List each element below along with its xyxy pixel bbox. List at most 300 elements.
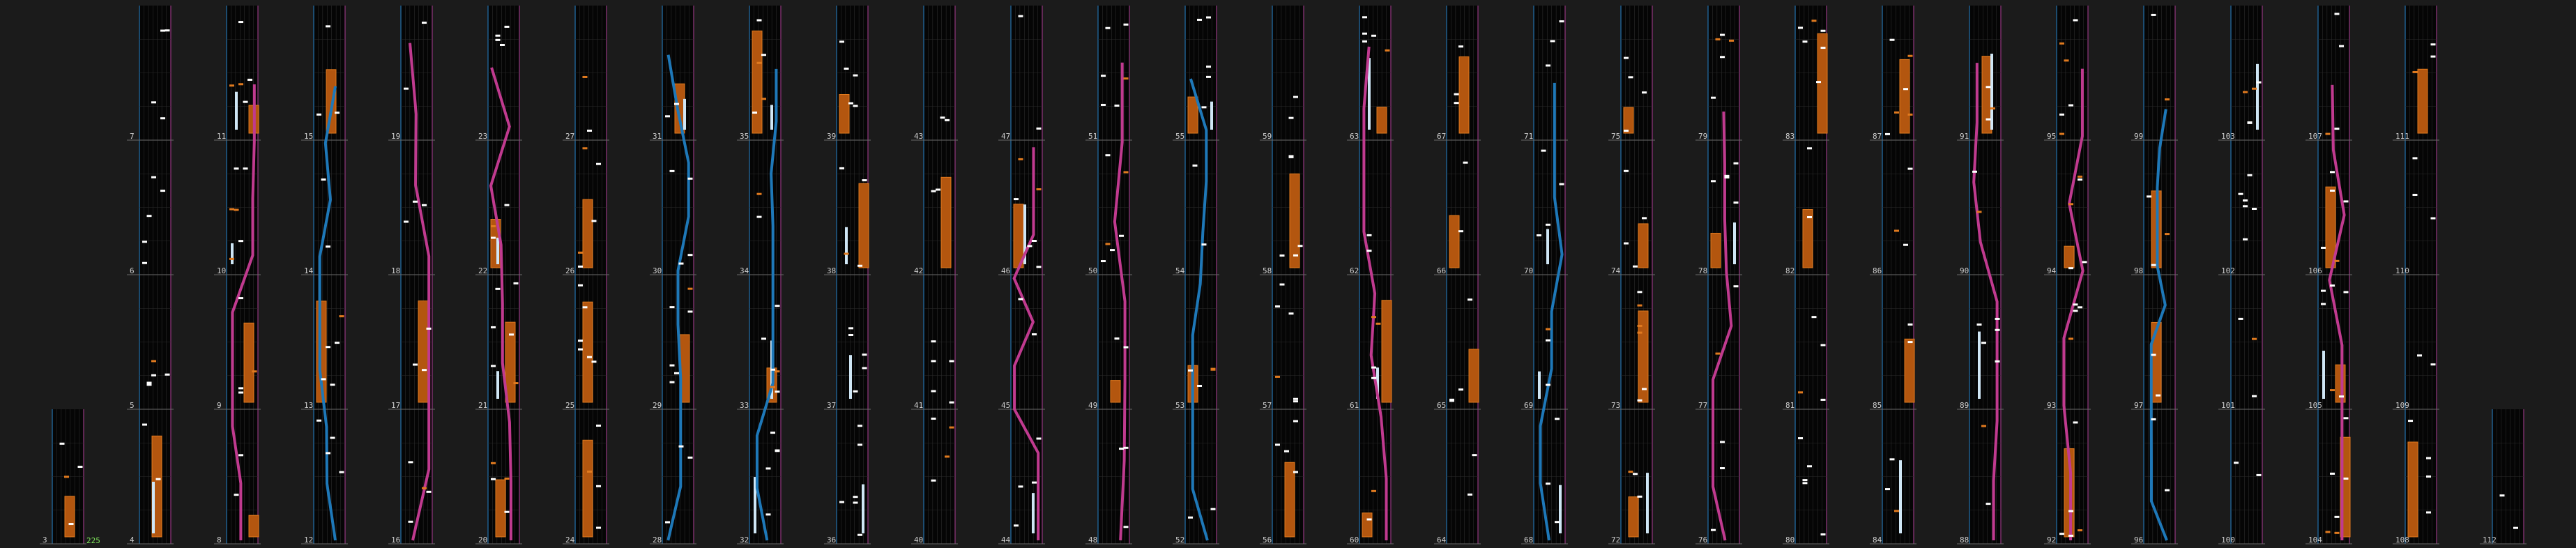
tap-note: [1106, 154, 1111, 156]
tap-note: [238, 387, 243, 389]
tap-note: [1019, 15, 1023, 17]
tap-note: [1014, 524, 1019, 526]
hold-note: [1362, 513, 1372, 537]
tap-note: [1458, 230, 1463, 232]
tap-note: [340, 471, 344, 473]
measure-number: 48: [1088, 535, 1098, 545]
tap-note: [1633, 473, 1638, 475]
tap-note: [1734, 285, 1739, 287]
tap-note: [2243, 199, 2248, 201]
flick-note: [578, 252, 583, 254]
tap-note: [1995, 360, 2000, 363]
measure-number: 50: [1088, 266, 1098, 275]
flick-note: [1019, 158, 1023, 160]
hold-note: [1469, 349, 1479, 402]
flick-note: [1894, 510, 1899, 512]
measure-number: 36: [827, 535, 837, 545]
tap-note: [752, 112, 757, 114]
measure-number: 6: [130, 266, 135, 275]
measure-number: 29: [653, 401, 662, 410]
flick-note: [583, 76, 588, 78]
tap-note: [688, 457, 693, 459]
tap-note: [2073, 19, 2078, 21]
tap-note: [578, 340, 583, 342]
tap-note: [1115, 337, 1120, 340]
measure-number: 97: [2134, 401, 2144, 410]
measure-number: 32: [740, 535, 749, 545]
flick-note: [422, 487, 427, 489]
measure-number: 102: [2221, 266, 2235, 275]
tap-note: [514, 282, 519, 284]
measure-number: 22: [478, 266, 488, 275]
tap-note: [1546, 340, 1550, 342]
flick-note: [1106, 243, 1111, 245]
tap-note: [500, 44, 505, 46]
tap-note: [1037, 438, 1042, 440]
tap-note: [2059, 114, 2064, 116]
tap-note: [1638, 399, 1643, 402]
tap-note: [2234, 462, 2239, 464]
tap-note: [1555, 521, 1560, 523]
tap-note: [156, 478, 161, 480]
long-note: [1990, 54, 1993, 130]
measure-number: 105: [2308, 401, 2322, 410]
tap-note: [1903, 244, 1908, 246]
tap-note: [243, 101, 248, 103]
tap-note: [1734, 162, 1739, 165]
long-note: [862, 485, 864, 533]
flick-note: [1894, 230, 1899, 232]
tap-note: [427, 328, 432, 330]
tap-note: [1633, 266, 1638, 268]
tap-note: [330, 436, 335, 439]
tap-note: [1101, 75, 1106, 77]
hold-note: [249, 515, 259, 537]
tap-note: [931, 418, 936, 420]
flick-note: [1385, 50, 1390, 52]
hold-note: [1111, 381, 1120, 402]
tap-note: [766, 513, 771, 515]
measure-number: 15: [304, 132, 314, 141]
measure-number: 13: [304, 401, 314, 410]
tap-note: [1546, 224, 1550, 226]
tap-note: [1284, 450, 1289, 452]
long-note: [1538, 372, 1541, 399]
tap-note: [1546, 64, 1550, 66]
tap-note: [1720, 467, 1725, 469]
tap-note: [247, 79, 252, 81]
measure-number: 21: [478, 401, 488, 410]
tap-note: [2426, 457, 2431, 459]
tap-note: [2513, 527, 2518, 529]
tap-note: [1206, 76, 1211, 78]
tap-note: [2321, 303, 2326, 305]
hold-note: [1982, 56, 1992, 133]
tap-note: [1124, 24, 1129, 26]
tap-note: [2156, 395, 2160, 397]
tap-note: [326, 25, 330, 27]
flick-note: [505, 478, 510, 480]
flick-note: [2068, 203, 2073, 205]
tap-note: [1458, 45, 1463, 47]
measure-number: 40: [914, 535, 924, 545]
tap-note: [853, 105, 858, 107]
flick-note: [2413, 71, 2418, 73]
tap-note: [1280, 254, 1285, 257]
tap-note: [596, 425, 601, 427]
long-note: [1210, 102, 1213, 130]
tap-note: [2431, 56, 2436, 58]
measure-number: 69: [1524, 401, 1534, 410]
flick-note: [2252, 338, 2257, 340]
hold-note: [1377, 107, 1387, 133]
tap-note: [2321, 247, 2326, 249]
tap-note: [151, 101, 156, 103]
tap-note: [1206, 66, 1211, 68]
long-note: [2256, 64, 2259, 130]
tap-note: [234, 494, 239, 496]
flick-note: [1371, 316, 1376, 318]
tap-note: [1293, 96, 1298, 98]
flick-note: [1275, 376, 1280, 378]
measure-number: 86: [1873, 266, 1882, 275]
tap-note: [1821, 47, 1826, 49]
hold-note: [2151, 322, 2161, 402]
tap-note: [1211, 508, 1216, 510]
tap-note: [2068, 267, 2073, 269]
flick-note: [2078, 529, 2082, 531]
flick-note: [1716, 353, 1721, 355]
tap-note: [2243, 238, 2248, 241]
tap-note: [853, 75, 858, 77]
tap-note: [1197, 385, 1202, 387]
measure-number: 96: [2134, 535, 2144, 545]
tap-note: [2431, 43, 2436, 45]
tap-note: [587, 130, 592, 132]
long-note: [496, 238, 499, 264]
measure-number: 89: [1960, 401, 1969, 410]
tap-note: [1624, 170, 1629, 172]
tap-note: [2068, 510, 2073, 512]
flick-note: [1629, 471, 1633, 473]
measure-number: 5: [130, 401, 135, 410]
tap-note: [2500, 494, 2505, 496]
hold-note: [1285, 462, 1295, 537]
tap-note: [1119, 235, 1124, 237]
tap-note: [496, 39, 501, 41]
long-note: [1733, 222, 1736, 264]
tap-note: [578, 349, 583, 351]
measure-number: 58: [1263, 266, 1272, 275]
flick-note: [1638, 332, 1643, 334]
tap-note: [1807, 465, 1812, 467]
tap-note: [1202, 106, 1207, 108]
tap-note: [238, 240, 243, 242]
tap-note: [1807, 147, 1812, 149]
tap-note: [505, 204, 510, 206]
tap-note: [862, 179, 867, 181]
tap-note: [1720, 441, 1725, 443]
tap-note: [1468, 494, 1472, 496]
hold-note: [1290, 174, 1300, 268]
flick-note: [64, 475, 69, 478]
tap-note: [491, 365, 496, 367]
tap-note: [422, 22, 427, 24]
tap-note: [1293, 471, 1298, 473]
tap-note: [147, 215, 152, 217]
tap-note: [238, 297, 243, 299]
tap-note: [147, 382, 152, 384]
tap-note: [2335, 516, 2340, 518]
flick-note: [587, 471, 592, 473]
tap-note: [1803, 479, 1808, 481]
flick-note: [2064, 59, 2069, 61]
measure-number: 11: [217, 132, 227, 141]
flick-note: [583, 147, 588, 149]
tap-note: [848, 334, 853, 336]
tap-note: [1885, 488, 1890, 490]
tap-note: [688, 310, 693, 312]
tap-note: [950, 402, 954, 404]
tap-note: [853, 390, 858, 393]
tap-note: [931, 190, 936, 192]
flick-note: [757, 62, 762, 64]
tap-note: [234, 167, 239, 169]
tap-note: [2078, 306, 2082, 308]
tap-note: [326, 245, 330, 248]
measure-number: 14: [304, 266, 314, 275]
tap-note: [2257, 82, 2262, 84]
tap-note: [1629, 76, 1633, 78]
tap-note: [839, 167, 844, 169]
tap-note: [335, 112, 340, 114]
hold-note: [2408, 442, 2418, 537]
tap-note: [422, 369, 427, 371]
tap-note: [1293, 420, 1298, 423]
flick-note: [1981, 425, 1986, 427]
measure-number: 12: [304, 535, 314, 545]
hold-note: [1629, 497, 1638, 537]
flick-note: [757, 193, 762, 195]
tap-note: [335, 342, 340, 344]
tap-note: [1720, 56, 1725, 58]
tap-note: [1124, 347, 1129, 349]
tap-note: [583, 306, 588, 308]
measure-number: 8: [217, 535, 222, 545]
long-note: [1546, 229, 1549, 264]
tap-note: [688, 254, 693, 256]
tap-note: [409, 461, 413, 463]
tap-note: [1371, 377, 1376, 379]
tap-note: [1711, 529, 1716, 531]
measure-number: 25: [565, 401, 575, 410]
tap-note: [2321, 290, 2326, 292]
tap-note: [2151, 264, 2156, 266]
flick-note: [229, 258, 234, 260]
flick-note: [234, 209, 239, 211]
tap-note: [404, 220, 409, 222]
tap-note: [1458, 388, 1463, 390]
measure-number: 92: [2047, 535, 2057, 545]
tap-note: [2330, 473, 2335, 475]
tap-note: [761, 337, 766, 340]
tap-note: [1101, 104, 1106, 106]
measure-number: 99: [2134, 132, 2144, 141]
flick-note: [1798, 391, 1803, 393]
tap-note: [238, 392, 243, 394]
tap-note: [862, 353, 867, 356]
tap-note: [766, 467, 771, 469]
tap-note: [1821, 344, 1826, 346]
measure-number: 57: [1263, 401, 1272, 410]
measure-number: 27: [565, 132, 575, 141]
long-note: [845, 227, 848, 264]
measure-number: 73: [1611, 401, 1621, 410]
tap-note: [1454, 93, 1459, 96]
flick-note: [2165, 98, 2170, 100]
measure-number: 55: [1175, 132, 1185, 141]
tap-note: [1101, 260, 1106, 262]
tap-note: [1560, 183, 1564, 185]
flick-note: [514, 382, 519, 384]
tap-note: [491, 326, 496, 328]
long-note: [1899, 460, 1902, 533]
measure-number: 9: [217, 401, 222, 410]
tap-note: [2330, 171, 2335, 173]
tap-note: [1032, 240, 1037, 242]
measure-number: 72: [1611, 535, 1621, 545]
measure-number: 75: [1611, 132, 1621, 141]
tap-note: [1454, 102, 1459, 104]
tap-note: [1298, 245, 1303, 247]
tap-note: [1546, 482, 1550, 485]
tap-note: [2417, 354, 2422, 356]
tap-note: [770, 369, 775, 371]
tap-note: [2426, 511, 2431, 513]
measure-number: 78: [1698, 266, 1708, 275]
measure-number: 54: [1175, 266, 1185, 275]
tap-note: [931, 360, 936, 362]
tap-note: [2151, 418, 2156, 420]
tap-note: [1711, 97, 1716, 99]
measure-number: 61: [1350, 401, 1359, 410]
tap-note: [1986, 119, 1991, 121]
tap-note: [1019, 298, 1023, 300]
tap-note: [491, 237, 496, 239]
measure-number: 87: [1873, 132, 1882, 141]
tap-note: [858, 443, 862, 446]
hold-note: [418, 301, 428, 402]
tap-note: [2147, 195, 2151, 197]
flick-note: [688, 288, 693, 290]
tap-note: [1642, 91, 1647, 93]
tap-note: [413, 201, 418, 203]
tap-note: [326, 346, 330, 348]
measure-number: 111: [2395, 132, 2409, 141]
hold-note: [496, 480, 505, 537]
measure-number: 64: [1437, 535, 1447, 545]
tap-note: [1110, 249, 1115, 251]
tap-note: [2059, 533, 2064, 535]
tap-note: [1725, 175, 1730, 177]
flick-note: [1894, 112, 1899, 114]
measure-number: 62: [1350, 266, 1359, 275]
tap-note: [596, 485, 601, 487]
long-note: [231, 243, 234, 264]
long-note: [2322, 351, 2325, 399]
measure-number: 104: [2308, 535, 2322, 545]
tap-note: [2330, 284, 2335, 287]
measure-number: 18: [391, 266, 401, 275]
tap-note: [1367, 250, 1372, 252]
tap-note: [1995, 318, 2000, 320]
long-note: [849, 355, 852, 399]
tap-note: [1293, 254, 1298, 257]
tap-note: [321, 378, 326, 380]
tap-note: [1106, 27, 1111, 29]
tap-note: [775, 390, 780, 393]
tap-note: [1555, 418, 1560, 420]
tap-note: [596, 527, 601, 529]
hold-note: [1459, 56, 1469, 133]
flick-note: [1371, 490, 1376, 492]
measure-number: 80: [1785, 535, 1795, 545]
tap-note: [151, 374, 156, 376]
tap-note: [950, 360, 954, 362]
measure-number: 42: [914, 266, 924, 275]
flick-note: [1638, 325, 1643, 327]
flick-note: [2059, 43, 2064, 45]
measure-number: 16: [391, 535, 401, 545]
measure-number: 109: [2395, 401, 2409, 410]
tap-note: [1972, 171, 1977, 173]
tap-note: [931, 480, 936, 482]
tap-note: [1449, 399, 1454, 402]
measure-number: 20: [478, 535, 488, 545]
tap-note: [1362, 16, 1367, 18]
hold-note: [1905, 339, 1914, 402]
tap-note: [853, 502, 858, 504]
tap-note: [2252, 395, 2257, 397]
measure-number: 28: [653, 535, 662, 545]
measure-number: 7: [130, 132, 135, 141]
tap-note: [78, 466, 83, 468]
tap-note: [1197, 19, 1202, 21]
tap-note: [858, 534, 862, 536]
measure-number: 82: [1785, 266, 1795, 275]
measure-number: 91: [1960, 132, 1969, 141]
measure-number: 31: [653, 132, 662, 141]
flick-note: [945, 455, 950, 457]
tap-note: [1037, 266, 1042, 268]
tap-note: [1371, 367, 1376, 369]
tap-note: [1711, 180, 1716, 182]
tap-note: [2257, 474, 2262, 476]
flick-note: [1376, 323, 1381, 325]
measure-number: 77: [1698, 401, 1708, 410]
measure-number: 19: [391, 132, 401, 141]
tap-note: [1903, 88, 1908, 90]
tap-note: [1638, 496, 1643, 498]
tap-note: [1812, 316, 1817, 318]
tap-note: [243, 167, 248, 169]
tap-note: [587, 356, 592, 358]
tap-note: [1908, 324, 1913, 326]
tap-note: [665, 115, 670, 117]
tap-note: [1188, 370, 1193, 372]
tap-note: [674, 103, 679, 105]
tap-note: [679, 446, 684, 448]
